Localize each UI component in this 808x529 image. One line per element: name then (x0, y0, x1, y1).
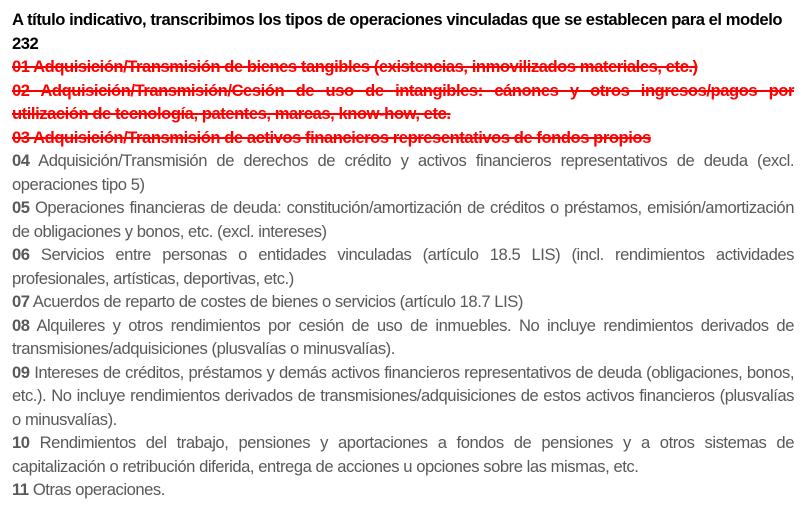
operation-item-09 (12, 361, 794, 432)
deleted-item-01 (12, 55, 794, 79)
operation-text: Operaciones financieras de deuda: constitución/amortización de créditos o préstamos, emisión/amortización de obligaciones y bonos, etc. (excl. intereses) (12, 198, 794, 241)
deleted-item-text: 02 Adquisición/Transmisión/Cesión de uso de intangibles: cánones y otros ingresos/pagos por utilización de tecnología, patentes, marcas, know-how, etc (12, 80, 794, 123)
operation-item-11 (12, 478, 794, 502)
operation-number: 08 (12, 315, 30, 335)
operation-item-05 (12, 196, 794, 243)
intro-heading: A título indicativo, transcribimos los tipos de operaciones vinculadas que se establecen para el modelo 232 (12, 10, 783, 53)
operation-text: Intereses de créditos, préstamos y demás activos financieros representativos de deuda (obligaciones, bonos, etc.). No incluye rendimientos derivados de transmisiones/adquisiciones de estos activos financieros (plusvalías o minusvalías). (12, 362, 794, 429)
operation-number: 11 (12, 480, 29, 499)
operation-text: Rendimientos del trabajo, pensiones y aportaciones a fondos de pensiones y a otros sistemas de capitalización o retribución diferida, entrega de acciones u opciones sobre las mismas, etc. (12, 433, 794, 476)
operation-item-07 (12, 290, 794, 314)
deleted-item-text: 03 Adquisición/Transmisión de activos financieros representativos de fondos propios (12, 127, 651, 147)
operation-text: Otras operaciones. (32, 480, 165, 499)
operation-item-04 (12, 149, 794, 196)
operation-text: Acuerdos de reparto de costes de bienes o servicios (artículo 18.7 LIS) (32, 292, 523, 311)
operation-text: Alquileres y otros rendimientos por cesión de uso de inmuebles. No incluye rendimientos derivados de transmisiones/adquisiciones (plusvalías o minusvalías). (12, 315, 794, 358)
operation-item-06 (12, 243, 794, 290)
operation-item-08 (12, 314, 794, 361)
operation-text: Servicios entre personas o entidades vinculadas (artículo 18.5 LIS) (incl. rendimientos actividades profesionales, artísticas, deportivas, etc.) (12, 245, 794, 288)
deleted-item-text: 01 Adquisición/Transmisión de bienes tangibles (existencias, inmovilizados materiales, etc.) (12, 57, 698, 76)
deleted-item-03 (12, 126, 794, 150)
operation-number: 07 (12, 292, 30, 311)
operation-item-10 (12, 431, 794, 478)
operation-number: 10 (12, 433, 30, 452)
operation-number: 06 (12, 245, 30, 264)
deleted-item-suffix: . (446, 104, 451, 123)
operation-number: 05 (12, 198, 30, 217)
operation-number: 09 (12, 362, 30, 382)
deleted-item-02 (12, 79, 794, 126)
operation-text: Adquisición/Transmisión de derechos de crédito y activos financieros representativos de deuda (excl. operaciones tipo 5) (12, 151, 794, 194)
operation-number: 04 (12, 151, 30, 170)
